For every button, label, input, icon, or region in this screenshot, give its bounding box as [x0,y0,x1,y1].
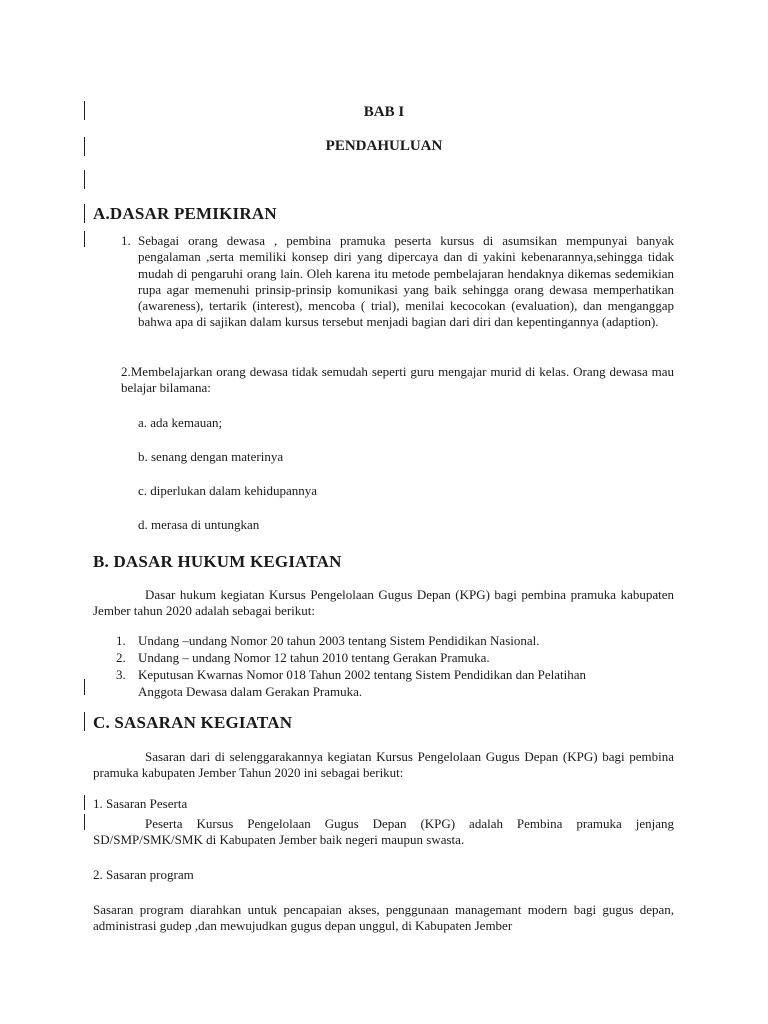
change-bar [84,712,85,731]
list-item: a. ada kemauan; [138,415,223,430]
section-a-item-2: 2.Membelajarkan orang dewasa tidak semudah seperti guru mengajar murid di kelas. Orang dewasa mau belajar bilamana: [121,364,674,396]
list-item: Undang – undang Nomor 12 tahun 2010 tentang Gerakan Pramuka. [138,650,490,665]
list-number: 1. [116,633,126,648]
list-number: 1. [121,233,131,248]
list-number: 2. [116,650,126,665]
section-b-intro: Dasar hukum kegiatan Kursus Pengelolaan Gugus Depan (KPG) bagi pembina pramuka kabupaten Jember tahun 2020 adalah sebagai berikut: [93,587,674,619]
subsection-title: 1. Sasaran Peserta [93,796,188,811]
subsection-text: Peserta Kursus Pengelolaan Gugus Depan (KPG) adalah Pembina pramuka jenjang SD/SMP/SMK/SMK di Kabupaten Jember baik negeri maupun swasta. [93,816,674,848]
change-bar [84,170,85,189]
section-a-item-1: Sebagai orang dewasa , pembina pramuka peserta kursus di asumsikan mempunyai banyak pengalaman ,serta memiliki konsep diri yang dipercaya dan di yakini kebenarannya,sehingga tidak mudah di pengaruhi orang lain. Oleh karena itu metode pembelajaran hendaknya dikemas sedemikian rupa agar memenuhi prinsip-prinsip komunikasi yang baik sehingga orang dewasa memperhatikan (awareness), tertarik (interest), mencoba ( trial), menilai kecocokan (evaluation), dan menganggap bahwa apa di sajikan dalam kursus tersebut menjadi bagian dari diri dan kepentingannya (adaption). [138,233,674,330]
change-bar [84,231,85,247]
section-c-heading: C. SASARAN KEGIATAN [93,713,293,732]
change-bar [84,795,85,810]
list-item: b. senang dengan materinya [138,449,284,464]
list-item: d. merasa di untungkan [138,517,260,532]
section-b-heading: B. DASAR HUKUM KEGIATAN [93,552,342,571]
section-c-intro: Sasaran dari di selenggarakannya kegiatan Kursus Pengelolaan Gugus Depan (KPG) bagi pembina pramuka kabupaten Jember Tahun 2020 ini sebagai berikut: [93,749,674,781]
section-a-heading: A.DASAR PEMIKIRAN [93,204,277,223]
list-item: Undang –undang Nomor 20 tahun 2003 tentang Sistem Pendidikan Nasional. [138,633,540,648]
chapter-subtitle: PENDAHULUAN [325,138,443,154]
list-item-continuation: Anggota Dewasa dalam Gerakan Pramuka. [138,684,363,699]
list-item: c. diperlukan dalam kehidupannya [138,483,318,498]
chapter-title: BAB I [363,104,405,120]
change-bar [84,204,85,223]
change-bar [84,814,85,830]
subsection-title: 2. Sasaran program [93,867,194,882]
change-bar [84,679,85,695]
list-number: 3. [116,667,126,682]
list-item: Keputusan Kwarnas Nomor 018 Tahun 2002 tentang Sistem Pendidikan dan Pelatihan [138,667,586,682]
subsection-text: Sasaran program diarahkan untuk pencapaian akses, penggunaan managemant modern bagi gugus depan, administrasi gudep ,dan mewujudkan gugus depan unggul, di Kabupaten Jember [93,902,674,934]
